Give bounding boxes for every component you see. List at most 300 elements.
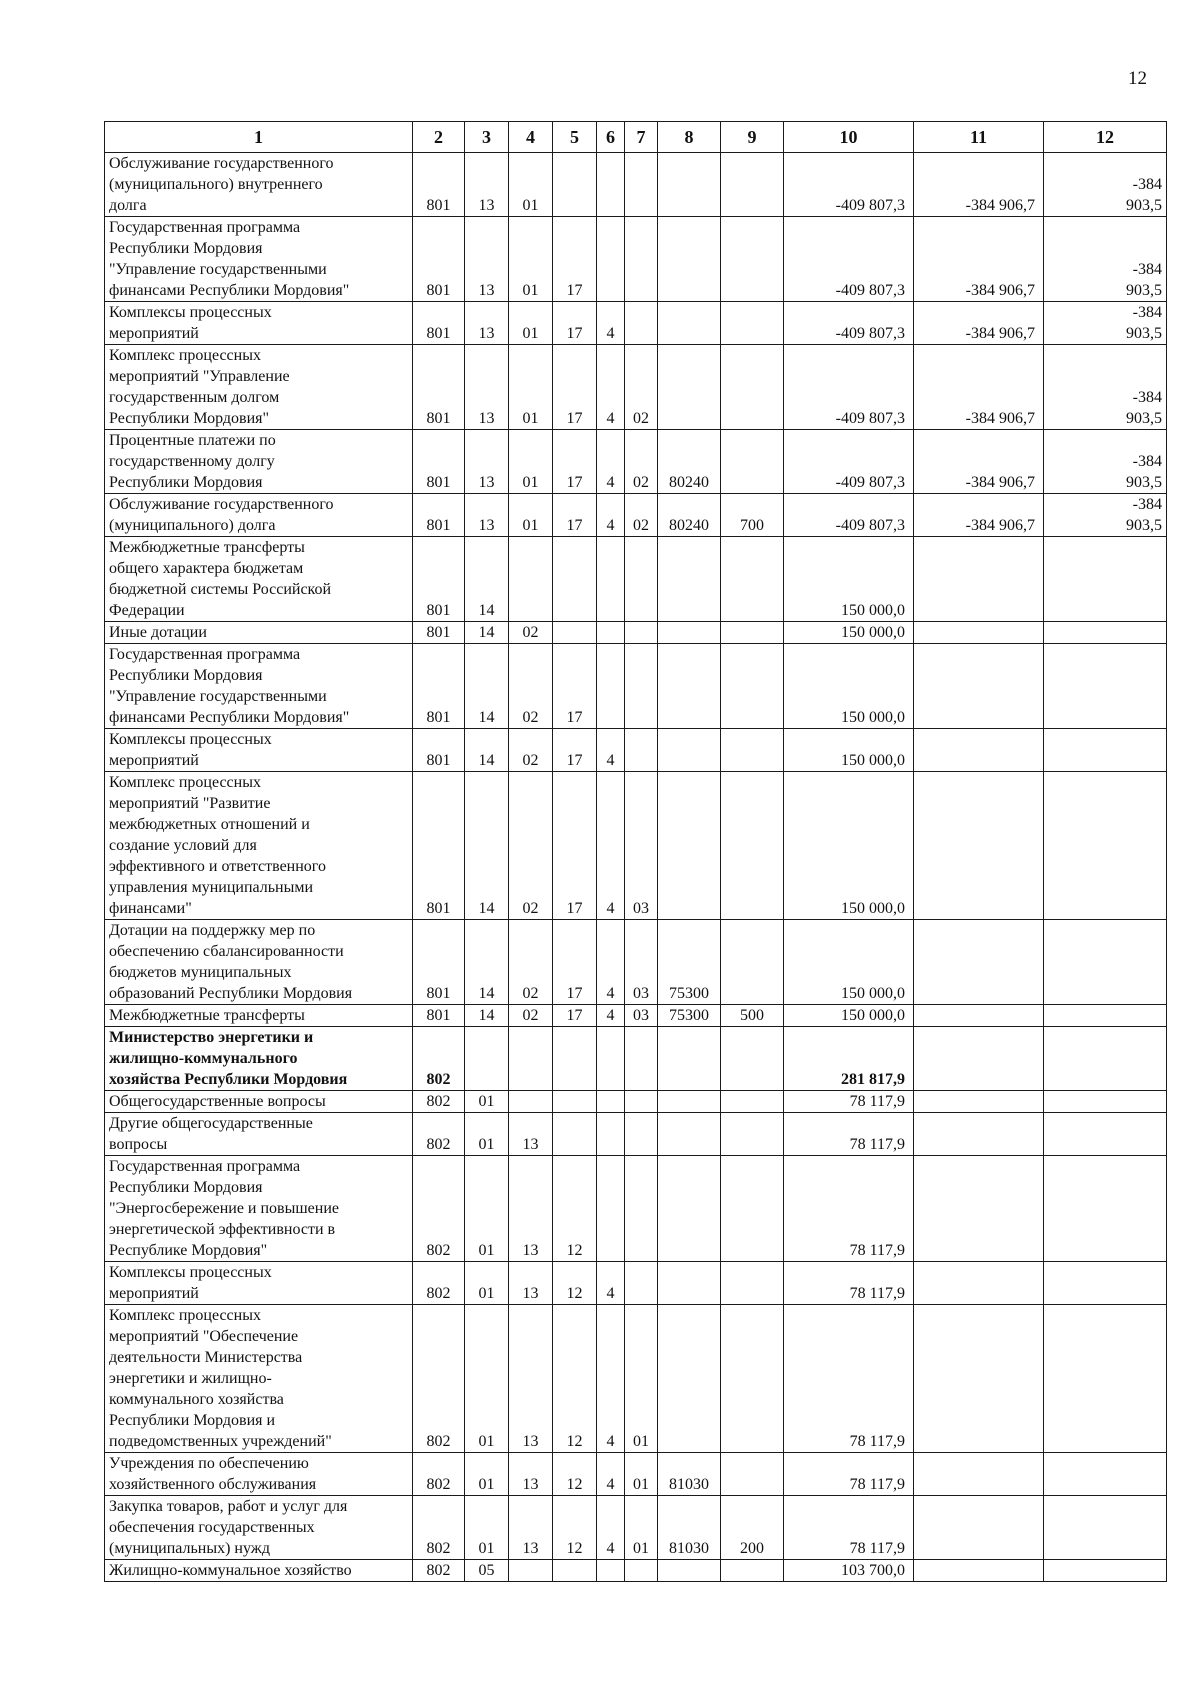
code-cell-7 — [625, 1027, 658, 1091]
amount-cell-10: 78 117,9 — [784, 1156, 914, 1262]
code-cell-8: 80240 — [658, 494, 721, 537]
code-cell-3: 14 — [465, 644, 509, 729]
amount-cell-10: 78 117,9 — [784, 1113, 914, 1156]
table-row — [105, 1156, 1167, 1262]
code-cell-6 — [597, 1091, 625, 1113]
amount-cell-12 — [1044, 644, 1167, 729]
amount-cell-10: 78 117,9 — [784, 1091, 914, 1113]
code-cell-3: 01 — [465, 1496, 509, 1560]
code-cell-5 — [553, 1560, 597, 1582]
code-cell-8: 75300 — [658, 1005, 721, 1027]
code-cell-7 — [625, 1091, 658, 1113]
code-cell-9: 500 — [721, 1005, 784, 1027]
row-name-cell: Закупка товаров, работ и услуг для обеспечения государственных (муниципальных) нужд — [105, 1496, 413, 1560]
code-cell-9 — [721, 153, 784, 217]
code-cell-4: 02 — [509, 729, 553, 772]
code-cell-8 — [658, 537, 721, 622]
row-name-cell: Другие общегосударственные вопросы — [105, 1113, 413, 1156]
amount-cell-12: -384 903,5 — [1044, 153, 1167, 217]
code-cell-7: 02 — [625, 430, 658, 494]
amount-cell-11 — [914, 729, 1044, 772]
amount-cell-11: -384 906,7 — [914, 217, 1044, 302]
table-row — [105, 537, 1167, 622]
column-header: 4 — [509, 122, 553, 153]
code-cell-2: 801 — [413, 153, 465, 217]
amount-cell-12 — [1044, 537, 1167, 622]
code-cell-5 — [553, 153, 597, 217]
code-cell-3: 01 — [465, 1453, 509, 1496]
table-row — [105, 302, 1167, 345]
code-cell-2: 801 — [413, 644, 465, 729]
code-cell-7: 02 — [625, 494, 658, 537]
amount-cell-10: -409 807,3 — [784, 430, 914, 494]
amount-cell-11 — [914, 1113, 1044, 1156]
row-name-cell: Дотации на поддержку мер по обеспечению сбалансированности бюджетов муниципальных образований Республики Мордовия — [105, 920, 413, 1005]
code-cell-9 — [721, 1453, 784, 1496]
row-name-cell: Учреждения по обеспечению хозяйственного обслуживания — [105, 1453, 413, 1496]
row-name-cell: Межбюджетные трансферты общего характера бюджетам бюджетной системы Российской Федерации — [105, 537, 413, 622]
column-header: 6 — [597, 122, 625, 153]
code-cell-2: 801 — [413, 920, 465, 1005]
code-cell-4 — [509, 1091, 553, 1113]
code-cell-4: 02 — [509, 644, 553, 729]
code-cell-5: 17 — [553, 729, 597, 772]
row-name-cell: Государственная программа Республики Мордовия "Энергосбережение и повышение энергетической эффективности в Республике Мордовия" — [105, 1156, 413, 1262]
code-cell-2: 801 — [413, 302, 465, 345]
amount-cell-10: 281 817,9 — [784, 1027, 914, 1091]
code-cell-7 — [625, 644, 658, 729]
code-cell-3: 14 — [465, 537, 509, 622]
code-cell-9 — [721, 1305, 784, 1453]
code-cell-4: 13 — [509, 1113, 553, 1156]
code-cell-3: 13 — [465, 345, 509, 430]
code-cell-8 — [658, 1091, 721, 1113]
code-cell-9 — [721, 644, 784, 729]
amount-cell-11 — [914, 1453, 1044, 1496]
table-body — [105, 153, 1167, 1582]
code-cell-8: 75300 — [658, 920, 721, 1005]
code-cell-5: 17 — [553, 430, 597, 494]
table-row — [105, 1453, 1167, 1496]
code-cell-2: 802 — [413, 1091, 465, 1113]
table-row — [105, 729, 1167, 772]
code-cell-6: 4 — [597, 302, 625, 345]
code-cell-7 — [625, 1113, 658, 1156]
amount-cell-11 — [914, 1305, 1044, 1453]
amount-cell-11 — [914, 1496, 1044, 1560]
code-cell-4: 13 — [509, 1453, 553, 1496]
table-row — [105, 772, 1167, 920]
budget-table — [104, 121, 1167, 1582]
amount-cell-11 — [914, 1005, 1044, 1027]
amount-cell-11: -384 906,7 — [914, 494, 1044, 537]
amount-cell-11 — [914, 1560, 1044, 1582]
code-cell-3: 14 — [465, 622, 509, 644]
code-cell-4: 02 — [509, 622, 553, 644]
code-cell-8 — [658, 729, 721, 772]
code-cell-9 — [721, 430, 784, 494]
table-row — [105, 1027, 1167, 1091]
row-name-cell: Комплекс процессных мероприятий "Развитие межбюджетных отношений и создание условий для эффективного и ответственного управления муниципальными финансами" — [105, 772, 413, 920]
code-cell-9 — [721, 1091, 784, 1113]
code-cell-7: 03 — [625, 772, 658, 920]
code-cell-8 — [658, 153, 721, 217]
code-cell-4: 02 — [509, 772, 553, 920]
code-cell-4: 01 — [509, 430, 553, 494]
code-cell-5: 12 — [553, 1496, 597, 1560]
row-name-cell: Комплекс процессных мероприятий "Обеспечение деятельности Министерства энергетики и жилищно- коммунального хозяйства Республики Мордовия и подведомственных учреждений" — [105, 1305, 413, 1453]
amount-cell-12 — [1044, 1496, 1167, 1560]
code-cell-6 — [597, 153, 625, 217]
code-cell-6 — [597, 537, 625, 622]
amount-cell-10: 78 117,9 — [784, 1305, 914, 1453]
column-header: 11 — [914, 122, 1044, 153]
code-cell-2: 801 — [413, 729, 465, 772]
code-cell-7: 03 — [625, 1005, 658, 1027]
code-cell-4: 01 — [509, 494, 553, 537]
code-cell-8 — [658, 772, 721, 920]
code-cell-2: 802 — [413, 1305, 465, 1453]
code-cell-2: 801 — [413, 537, 465, 622]
amount-cell-10: -409 807,3 — [784, 217, 914, 302]
code-cell-2: 801 — [413, 772, 465, 920]
amount-cell-11 — [914, 772, 1044, 920]
amount-cell-10: 150 000,0 — [784, 537, 914, 622]
code-cell-5 — [553, 1091, 597, 1113]
code-cell-8: 81030 — [658, 1453, 721, 1496]
code-cell-9: 700 — [721, 494, 784, 537]
code-cell-6 — [597, 1027, 625, 1091]
amount-cell-10: 78 117,9 — [784, 1453, 914, 1496]
code-cell-3: 14 — [465, 729, 509, 772]
code-cell-5: 12 — [553, 1156, 597, 1262]
code-cell-7: 02 — [625, 345, 658, 430]
amount-cell-11 — [914, 1027, 1044, 1091]
amount-cell-12 — [1044, 622, 1167, 644]
code-cell-5: 17 — [553, 217, 597, 302]
code-cell-2: 802 — [413, 1262, 465, 1305]
page-number: 12 — [1128, 68, 1147, 89]
code-cell-6: 4 — [597, 920, 625, 1005]
code-cell-9 — [721, 1027, 784, 1091]
column-header: 2 — [413, 122, 465, 153]
column-header: 1 — [105, 122, 413, 153]
code-cell-7 — [625, 622, 658, 644]
code-cell-8: 81030 — [658, 1496, 721, 1560]
code-cell-3: 01 — [465, 1262, 509, 1305]
code-cell-6 — [597, 1156, 625, 1262]
row-name-cell: Комплексы процессных мероприятий — [105, 729, 413, 772]
code-cell-7 — [625, 153, 658, 217]
code-cell-4: 02 — [509, 1005, 553, 1027]
code-cell-3: 13 — [465, 217, 509, 302]
table-row — [105, 1560, 1167, 1582]
code-cell-8 — [658, 302, 721, 345]
amount-cell-11 — [914, 920, 1044, 1005]
code-cell-8: 80240 — [658, 430, 721, 494]
row-name-cell: Министерство энергетики и жилищно-коммунального хозяйства Республики Мордовия — [105, 1027, 413, 1091]
row-name-cell: Комплекс процессных мероприятий "Управление государственным долгом Республики Мордовия" — [105, 345, 413, 430]
amount-cell-10: -409 807,3 — [784, 153, 914, 217]
code-cell-3: 13 — [465, 302, 509, 345]
code-cell-6: 4 — [597, 1305, 625, 1453]
code-cell-6 — [597, 1560, 625, 1582]
amount-cell-12 — [1044, 1560, 1167, 1582]
table-row — [105, 1005, 1167, 1027]
code-cell-6 — [597, 1113, 625, 1156]
code-cell-8 — [658, 345, 721, 430]
code-cell-6 — [597, 644, 625, 729]
amount-cell-12 — [1044, 1453, 1167, 1496]
amount-cell-12: -384 903,5 — [1044, 430, 1167, 494]
amount-cell-10: 103 700,0 — [784, 1560, 914, 1582]
code-cell-5: 17 — [553, 302, 597, 345]
code-cell-2: 801 — [413, 430, 465, 494]
code-cell-5 — [553, 1113, 597, 1156]
code-cell-4: 13 — [509, 1496, 553, 1560]
code-cell-2: 801 — [413, 494, 465, 537]
amount-cell-10: -409 807,3 — [784, 302, 914, 345]
table-row — [105, 430, 1167, 494]
code-cell-5: 17 — [553, 345, 597, 430]
code-cell-4: 01 — [509, 345, 553, 430]
code-cell-9 — [721, 622, 784, 644]
amount-cell-11 — [914, 1091, 1044, 1113]
code-cell-3: 13 — [465, 430, 509, 494]
amount-cell-11 — [914, 537, 1044, 622]
row-name-cell: Государственная программа Республики Мордовия "Управление государственными финансами Республики Мордовия" — [105, 644, 413, 729]
code-cell-2: 802 — [413, 1113, 465, 1156]
row-name-cell: Иные дотации — [105, 622, 413, 644]
code-cell-8 — [658, 217, 721, 302]
code-cell-3: 01 — [465, 1091, 509, 1113]
amount-cell-10: 150 000,0 — [784, 644, 914, 729]
row-name-cell: Комплексы процессных мероприятий — [105, 302, 413, 345]
table-row — [105, 1113, 1167, 1156]
code-cell-3: 05 — [465, 1560, 509, 1582]
code-cell-3: 01 — [465, 1113, 509, 1156]
amount-cell-11: -384 906,7 — [914, 302, 1044, 345]
row-name-cell: Межбюджетные трансферты — [105, 1005, 413, 1027]
code-cell-7: 01 — [625, 1305, 658, 1453]
code-cell-6: 4 — [597, 1262, 625, 1305]
code-cell-5: 17 — [553, 772, 597, 920]
code-cell-5: 12 — [553, 1262, 597, 1305]
code-cell-5 — [553, 537, 597, 622]
amount-cell-11 — [914, 1262, 1044, 1305]
row-name-cell: Общегосударственные вопросы — [105, 1091, 413, 1113]
code-cell-9 — [721, 345, 784, 430]
amount-cell-10: 150 000,0 — [784, 729, 914, 772]
code-cell-8 — [658, 644, 721, 729]
amount-cell-12 — [1044, 1027, 1167, 1091]
amount-cell-12 — [1044, 1156, 1167, 1262]
code-cell-9 — [721, 1113, 784, 1156]
amount-cell-12 — [1044, 1262, 1167, 1305]
code-cell-4 — [509, 1560, 553, 1582]
amount-cell-10: 150 000,0 — [784, 1005, 914, 1027]
table-row — [105, 920, 1167, 1005]
amount-cell-12 — [1044, 1005, 1167, 1027]
table-row — [105, 345, 1167, 430]
code-cell-9 — [721, 920, 784, 1005]
row-name-cell: Жилищно-коммунальное хозяйство — [105, 1560, 413, 1582]
amount-cell-10: 150 000,0 — [784, 622, 914, 644]
code-cell-7 — [625, 1560, 658, 1582]
table-row — [105, 1496, 1167, 1560]
column-header: 5 — [553, 122, 597, 153]
column-header: 3 — [465, 122, 509, 153]
header-row — [105, 122, 1167, 153]
code-cell-7 — [625, 1156, 658, 1262]
amount-cell-11: -384 906,7 — [914, 430, 1044, 494]
code-cell-5: 17 — [553, 1005, 597, 1027]
code-cell-9 — [721, 537, 784, 622]
amount-cell-12 — [1044, 1113, 1167, 1156]
code-cell-3: 13 — [465, 494, 509, 537]
code-cell-9 — [721, 1156, 784, 1262]
row-name-cell: Процентные платежи по государственному долгу Республики Мордовия — [105, 430, 413, 494]
amount-cell-10: 78 117,9 — [784, 1496, 914, 1560]
code-cell-2: 801 — [413, 622, 465, 644]
table-row — [105, 217, 1167, 302]
code-cell-4: 01 — [509, 153, 553, 217]
code-cell-6: 4 — [597, 430, 625, 494]
code-cell-6: 4 — [597, 494, 625, 537]
amount-cell-11 — [914, 622, 1044, 644]
amount-cell-11: -384 906,7 — [914, 153, 1044, 217]
amount-cell-10: 150 000,0 — [784, 772, 914, 920]
code-cell-4: 13 — [509, 1156, 553, 1262]
amount-cell-12: -384 903,5 — [1044, 302, 1167, 345]
code-cell-6 — [597, 217, 625, 302]
code-cell-5 — [553, 1027, 597, 1091]
code-cell-5: 17 — [553, 920, 597, 1005]
code-cell-6: 4 — [597, 345, 625, 430]
column-header: 9 — [721, 122, 784, 153]
code-cell-8 — [658, 1113, 721, 1156]
code-cell-3: 14 — [465, 920, 509, 1005]
code-cell-2: 802 — [413, 1027, 465, 1091]
code-cell-3: 14 — [465, 1005, 509, 1027]
code-cell-2: 802 — [413, 1496, 465, 1560]
code-cell-4: 13 — [509, 1305, 553, 1453]
code-cell-4: 01 — [509, 217, 553, 302]
amount-cell-10: 78 117,9 — [784, 1262, 914, 1305]
column-header: 8 — [658, 122, 721, 153]
code-cell-8 — [658, 1305, 721, 1453]
code-cell-9 — [721, 1262, 784, 1305]
code-cell-6: 4 — [597, 1496, 625, 1560]
amount-cell-11: -384 906,7 — [914, 345, 1044, 430]
code-cell-5: 12 — [553, 1453, 597, 1496]
code-cell-9 — [721, 1560, 784, 1582]
code-cell-3: 01 — [465, 1305, 509, 1453]
amount-cell-12 — [1044, 920, 1167, 1005]
code-cell-4: 01 — [509, 302, 553, 345]
code-cell-5: 12 — [553, 1305, 597, 1453]
code-cell-3 — [465, 1027, 509, 1091]
column-header: 7 — [625, 122, 658, 153]
code-cell-6: 4 — [597, 729, 625, 772]
column-header: 10 — [784, 122, 914, 153]
code-cell-8 — [658, 1560, 721, 1582]
code-cell-9 — [721, 772, 784, 920]
table-row — [105, 1091, 1167, 1113]
code-cell-9 — [721, 302, 784, 345]
row-name-cell: Государственная программа Республики Мордовия "Управление государственными финансами Республики Мордовия" — [105, 217, 413, 302]
code-cell-2: 801 — [413, 345, 465, 430]
amount-cell-11 — [914, 1156, 1044, 1262]
code-cell-4: 02 — [509, 920, 553, 1005]
table-row — [105, 1262, 1167, 1305]
code-cell-2: 802 — [413, 1560, 465, 1582]
row-name-cell: Обслуживание государственного (муниципального) внутреннего долга — [105, 153, 413, 217]
code-cell-4 — [509, 537, 553, 622]
code-cell-8 — [658, 622, 721, 644]
table-row — [105, 153, 1167, 217]
code-cell-2: 801 — [413, 1005, 465, 1027]
row-name-cell: Комплексы процессных мероприятий — [105, 1262, 413, 1305]
code-cell-5: 17 — [553, 494, 597, 537]
amount-cell-12 — [1044, 772, 1167, 920]
amount-cell-12 — [1044, 1305, 1167, 1453]
code-cell-5: 17 — [553, 644, 597, 729]
table-row — [105, 644, 1167, 729]
code-cell-2: 801 — [413, 217, 465, 302]
code-cell-3: 13 — [465, 153, 509, 217]
amount-cell-12: -384 903,5 — [1044, 217, 1167, 302]
code-cell-8 — [658, 1027, 721, 1091]
code-cell-4: 13 — [509, 1262, 553, 1305]
code-cell-2: 802 — [413, 1156, 465, 1262]
table-row — [105, 494, 1167, 537]
row-name-cell: Обслуживание государственного (муниципального) долга — [105, 494, 413, 537]
code-cell-8 — [658, 1156, 721, 1262]
amount-cell-10: -409 807,3 — [784, 494, 914, 537]
code-cell-2: 802 — [413, 1453, 465, 1496]
code-cell-6: 4 — [597, 772, 625, 920]
code-cell-9 — [721, 729, 784, 772]
code-cell-6 — [597, 622, 625, 644]
amount-cell-11 — [914, 644, 1044, 729]
amount-cell-10: 150 000,0 — [784, 920, 914, 1005]
code-cell-3: 01 — [465, 1156, 509, 1262]
amount-cell-12 — [1044, 729, 1167, 772]
code-cell-4 — [509, 1027, 553, 1091]
code-cell-7: 03 — [625, 920, 658, 1005]
code-cell-5 — [553, 622, 597, 644]
code-cell-6: 4 — [597, 1005, 625, 1027]
code-cell-7 — [625, 1262, 658, 1305]
code-cell-7: 01 — [625, 1496, 658, 1560]
table-row — [105, 622, 1167, 644]
code-cell-7 — [625, 729, 658, 772]
code-cell-7 — [625, 302, 658, 345]
code-cell-3: 14 — [465, 772, 509, 920]
code-cell-9: 200 — [721, 1496, 784, 1560]
code-cell-7 — [625, 217, 658, 302]
amount-cell-12: -384 903,5 — [1044, 345, 1167, 430]
table-row — [105, 1305, 1167, 1453]
code-cell-7: 01 — [625, 1453, 658, 1496]
amount-cell-12: -384 903,5 — [1044, 494, 1167, 537]
code-cell-7 — [625, 537, 658, 622]
code-cell-8 — [658, 1262, 721, 1305]
column-header: 12 — [1044, 122, 1167, 153]
amount-cell-10: -409 807,3 — [784, 345, 914, 430]
code-cell-6: 4 — [597, 1453, 625, 1496]
